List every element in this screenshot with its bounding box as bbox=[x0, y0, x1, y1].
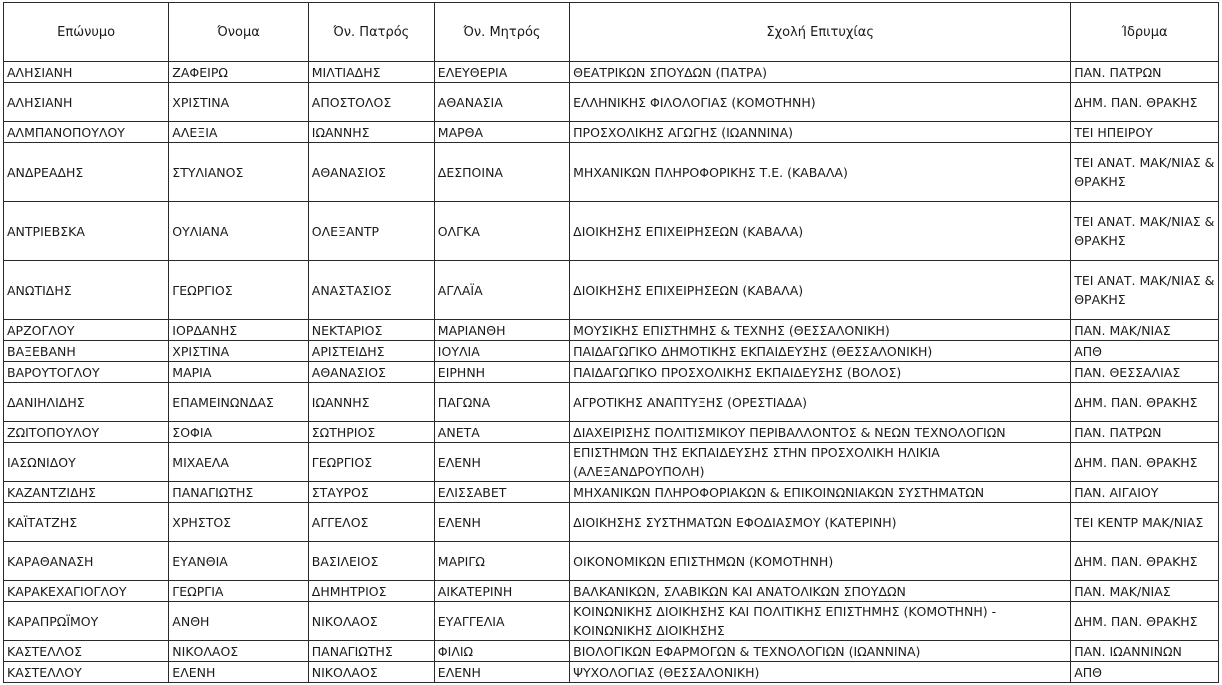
surname-cell: ΚΑΣΤΕΛΛΟΥ bbox=[4, 662, 169, 683]
school-cell: ΨΥΧΟΛΟΓΙΑΣ (ΘΕΣΣΑΛΟΝΙΚΗ) bbox=[570, 662, 1071, 683]
mother-name-cell: ΑΙΚΑΤΕΡΙΝΗ bbox=[434, 581, 569, 602]
results-table bbox=[3, 2, 1219, 683]
first-name-cell: ΙΟΡΔΑΝΗΣ bbox=[169, 320, 308, 341]
surname-cell: ΚΑΣΤΕΛΛΟΣ bbox=[4, 641, 169, 662]
school-cell: ΚΟΙΝΩΝΙΚΗΣ ΔΙΟΙΚΗΣΗΣ ΚΑΙ ΠΟΛΙΤΙΚΗΣ ΕΠΙΣΤΗΜΗΣ (ΚΟΜΟΤΗΝΗ) - ΚΟΙΝΩΝΙΚΗΣ ΔΙΟΙΚΗΣΗΣ bbox=[570, 602, 1071, 641]
institution-cell: ΔΗΜ. ΠΑΝ. ΘΡΑΚΗΣ bbox=[1071, 383, 1219, 422]
table-row bbox=[4, 482, 1219, 503]
first-name-cell: ΓΕΩΡΓΙΑ bbox=[169, 581, 308, 602]
table-row bbox=[4, 261, 1219, 320]
table-row bbox=[4, 320, 1219, 341]
father-name-cell: ΝΙΚΟΛΑΟΣ bbox=[308, 602, 434, 641]
school-cell: ΜΗΧΑΝΙΚΩΝ ΠΛΗΡΟΦΟΡΙΑΚΩΝ & ΕΠΙΚΟΙΝΩΝΙΑΚΩΝ ΣΥΣΤΗΜΑΤΩΝ bbox=[570, 482, 1071, 503]
institution-cell: ΔΗΜ. ΠΑΝ. ΘΡΑΚΗΣ bbox=[1071, 602, 1219, 641]
father-name-cell: ΑΘΑΝΑΣΙΟΣ bbox=[308, 143, 434, 202]
first-name-cell: ΝΙΚΟΛΑΟΣ bbox=[169, 641, 308, 662]
father-name-cell: ΝΙΚΟΛΑΟΣ bbox=[308, 662, 434, 683]
mother-name-cell: ΜΑΡΘΑ bbox=[434, 122, 569, 143]
school-cell: ΒΙΟΛΟΓΙΚΩΝ ΕΦΑΡΜΟΓΩΝ & ΤΕΧΝΟΛΟΓΙΩΝ (ΙΩΑΝΝΙΝΑ) bbox=[570, 641, 1071, 662]
mother-name-cell: ΜΑΡΙΓΩ bbox=[434, 542, 569, 581]
surname-cell: ΑΝΔΡΕΑΔΗΣ bbox=[4, 143, 169, 202]
first-name-cell: ΖΑΦΕΙΡΩ bbox=[169, 62, 308, 83]
school-cell: ΕΛΛΗΝΙΚΗΣ ΦΙΛΟΛΟΓΙΑΣ (ΚΟΜΟΤΗΝΗ) bbox=[570, 83, 1071, 122]
table-row bbox=[4, 542, 1219, 581]
surname-cell: ΙΑΣΩΝΙΔΟΥ bbox=[4, 443, 169, 482]
first-name-cell: ΑΛΕΞΙΑ bbox=[169, 122, 308, 143]
table-row bbox=[4, 602, 1219, 641]
institution-cell: ΑΠΘ bbox=[1071, 341, 1219, 362]
father-name-cell: ΔΗΜΗΤΡΙΟΣ bbox=[308, 581, 434, 602]
first-name-cell: ΧΡΗΣΤΟΣ bbox=[169, 503, 308, 542]
mother-name-cell: ΑΘΑΝΑΣΙΑ bbox=[434, 83, 569, 122]
table-row bbox=[4, 641, 1219, 662]
surname-cell: ΔΑΝΙΗΛΙΔΗΣ bbox=[4, 383, 169, 422]
institution-cell: ΠΑΝ. ΜΑΚ/ΝΙΑΣ bbox=[1071, 581, 1219, 602]
mother-name-cell: ΕΛΕΝΗ bbox=[434, 662, 569, 683]
first-name-cell: ΜΑΡΙΑ bbox=[169, 362, 308, 383]
father-name-cell: ΑΓΓΕΛΟΣ bbox=[308, 503, 434, 542]
school-cell: ΔΙΟΙΚΗΣΗΣ ΕΠΙΧΕΙΡΗΣΕΩΝ (ΚΑΒΑΛΑ) bbox=[570, 202, 1071, 261]
institution-cell: ΤΕΙ ΑΝΑΤ. ΜΑΚ/ΝΙΑΣ & ΘΡΑΚΗΣ bbox=[1071, 202, 1219, 261]
father-name-cell: ΝΕΚΤΑΡΙΟΣ bbox=[308, 320, 434, 341]
first-name-cell: ΕΠΑΜΕΙΝΩΝΔΑΣ bbox=[169, 383, 308, 422]
institution-cell: ΠΑΝ. ΠΑΤΡΩΝ bbox=[1071, 422, 1219, 443]
first-name-cell: ΣΤΥΛΙΑΝΟΣ bbox=[169, 143, 308, 202]
school-cell: ΒΑΛΚΑΝΙΚΩΝ, ΣΛΑΒΙΚΩΝ ΚΑΙ ΑΝΑΤΟΛΙΚΩΝ ΣΠΟΥΔΩΝ bbox=[570, 581, 1071, 602]
father-name-cell: ΣΩΤΗΡΙΟΣ bbox=[308, 422, 434, 443]
school-cell: ΜΗΧΑΝΙΚΩΝ ΠΛΗΡΟΦΟΡΙΚΗΣ Τ.Ε. (ΚΑΒΑΛΑ) bbox=[570, 143, 1071, 202]
school-cell: ΑΓΡΟΤΙΚΗΣ ΑΝΑΠΤΥΞΗΣ (ΟΡΕΣΤΙΑΔΑ) bbox=[570, 383, 1071, 422]
first-name-cell: ΕΛΕΝΗ bbox=[169, 662, 308, 683]
school-cell: ΠΑΙΔΑΓΩΓΙΚΟ ΔΗΜΟΤΙΚΗΣ ΕΚΠΑΙΔΕΥΣΗΣ (ΘΕΣΣΑΛΟΝΙΚΗ) bbox=[570, 341, 1071, 362]
table-row bbox=[4, 362, 1219, 383]
table-row bbox=[4, 143, 1219, 202]
father-name-cell: ΑΠΟΣΤΟΛΟΣ bbox=[308, 83, 434, 122]
mother-name-cell: ΜΑΡΙΑΝΘΗ bbox=[434, 320, 569, 341]
institution-cell: ΔΗΜ. ΠΑΝ. ΘΡΑΚΗΣ bbox=[1071, 542, 1219, 581]
header-mother-name: Όν. Μητρός bbox=[434, 3, 569, 62]
father-name-cell: ΓΕΩΡΓΙΟΣ bbox=[308, 443, 434, 482]
institution-cell: ΤΕΙ ΑΝΑΤ. ΜΑΚ/ΝΙΑΣ & ΘΡΑΚΗΣ bbox=[1071, 143, 1219, 202]
institution-cell: ΠΑΝ. ΠΑΤΡΩΝ bbox=[1071, 62, 1219, 83]
surname-cell: ΒΑΡΟΥΤΟΓΛΟΥ bbox=[4, 362, 169, 383]
mother-name-cell: ΑΓΛΑΪΑ bbox=[434, 261, 569, 320]
school-cell: ΔΙΑΧΕΙΡΙΣΗΣ ΠΟΛΙΤΙΣΜΙΚΟΥ ΠΕΡΙΒΑΛΛΟΝΤΟΣ & ΝΕΩΝ ΤΕΧΝΟΛΟΓΙΩΝ bbox=[570, 422, 1071, 443]
mother-name-cell: ΑΝΕΤΑ bbox=[434, 422, 569, 443]
surname-cell: ΚΑΡΑΚΕΧΑΓΙΟΓΛΟΥ bbox=[4, 581, 169, 602]
mother-name-cell: ΕΛΙΣΣΑΒΕΤ bbox=[434, 482, 569, 503]
first-name-cell: ΕΥΑΝΘΙΑ bbox=[169, 542, 308, 581]
father-name-cell: ΣΤΑΥΡΟΣ bbox=[308, 482, 434, 503]
first-name-cell: ΧΡΙΣΤΙΝΑ bbox=[169, 83, 308, 122]
mother-name-cell: ΔΕΣΠΟΙΝΑ bbox=[434, 143, 569, 202]
first-name-cell: ΑΝΘΗ bbox=[169, 602, 308, 641]
father-name-cell: ΙΩΑΝΝΗΣ bbox=[308, 383, 434, 422]
institution-cell: ΠΑΝ. ΘΕΣΣΑΛΙΑΣ bbox=[1071, 362, 1219, 383]
surname-cell: ΚΑΡΑΠΡΩΪΜΟΥ bbox=[4, 602, 169, 641]
school-cell: ΟΙΚΟΝΟΜΙΚΩΝ ΕΠΙΣΤΗΜΩΝ (ΚΟΜΟΤΗΝΗ) bbox=[570, 542, 1071, 581]
table-row bbox=[4, 422, 1219, 443]
header-school: Σχολή Επιτυχίας bbox=[570, 3, 1071, 62]
mother-name-cell: ΕΛΕΝΗ bbox=[434, 503, 569, 542]
mother-name-cell: ΕΙΡΗΝΗ bbox=[434, 362, 569, 383]
first-name-cell: ΠΑΝΑΓΙΩΤΗΣ bbox=[169, 482, 308, 503]
institution-cell: ΔΗΜ. ΠΑΝ. ΘΡΑΚΗΣ bbox=[1071, 83, 1219, 122]
institution-cell: ΠΑΝ. ΙΩΑΝΝΙΝΩΝ bbox=[1071, 641, 1219, 662]
institution-cell: ΑΠΘ bbox=[1071, 662, 1219, 683]
surname-cell: ΚΑΡΑΘΑΝΑΣΗ bbox=[4, 542, 169, 581]
mother-name-cell: ΕΛΕΝΗ bbox=[434, 443, 569, 482]
header-institution: Ίδρυμα bbox=[1071, 3, 1219, 62]
father-name-cell: ΑΘΑΝΑΣΙΟΣ bbox=[308, 362, 434, 383]
header-first-name: Όνομα bbox=[169, 3, 308, 62]
institution-cell: ΤΕΙ ΚΕΝΤΡ ΜΑΚ/ΝΙΑΣ bbox=[1071, 503, 1219, 542]
school-cell: ΠΡΟΣΧΟΛΙΚΗΣ ΑΓΩΓΗΣ (ΙΩΑΝΝΙΝΑ) bbox=[570, 122, 1071, 143]
header-father-name: Όν. Πατρός bbox=[308, 3, 434, 62]
table-row bbox=[4, 122, 1219, 143]
institution-cell: ΤΕΙ ΗΠΕΙΡΟΥ bbox=[1071, 122, 1219, 143]
father-name-cell: ΠΑΝΑΓΙΩΤΗΣ bbox=[308, 641, 434, 662]
mother-name-cell: ΕΥΑΓΓΕΛΙΑ bbox=[434, 602, 569, 641]
father-name-cell: ΒΑΣΙΛΕΙΟΣ bbox=[308, 542, 434, 581]
table-row bbox=[4, 383, 1219, 422]
mother-name-cell: ΟΛΓΚΑ bbox=[434, 202, 569, 261]
father-name-cell: ΙΩΑΝΝΗΣ bbox=[308, 122, 434, 143]
mother-name-cell: ΦΙΛΙΩ bbox=[434, 641, 569, 662]
mother-name-cell: ΠΑΓΩΝΑ bbox=[434, 383, 569, 422]
first-name-cell: ΣΟΦΙΑ bbox=[169, 422, 308, 443]
first-name-cell: ΧΡΙΣΤΙΝΑ bbox=[169, 341, 308, 362]
header-surname: Επώνυμο bbox=[4, 3, 169, 62]
table-row bbox=[4, 83, 1219, 122]
surname-cell: ΑΛΜΠΑΝΟΠΟΥΛΟΥ bbox=[4, 122, 169, 143]
header-row bbox=[4, 3, 1219, 62]
surname-cell: ΚΑΖΑΝΤΖΙΔΗΣ bbox=[4, 482, 169, 503]
table-row bbox=[4, 503, 1219, 542]
surname-cell: ΑΝΩΤΙΔΗΣ bbox=[4, 261, 169, 320]
school-cell: ΘΕΑΤΡΙΚΩΝ ΣΠΟΥΔΩΝ (ΠΑΤΡΑ) bbox=[570, 62, 1071, 83]
surname-cell: ΑΝΤΡΙΕΒΣΚΑ bbox=[4, 202, 169, 261]
table-row bbox=[4, 202, 1219, 261]
table-row bbox=[4, 62, 1219, 83]
institution-cell: ΔΗΜ. ΠΑΝ. ΘΡΑΚΗΣ bbox=[1071, 443, 1219, 482]
surname-cell: ΑΛΗΣΙΑΝΗ bbox=[4, 83, 169, 122]
institution-cell: ΠΑΝ. ΑΙΓΑΙΟΥ bbox=[1071, 482, 1219, 503]
first-name-cell: ΟΥΛΙΑΝΑ bbox=[169, 202, 308, 261]
table-row bbox=[4, 581, 1219, 602]
surname-cell: ΚΑΪΤΑΤΖΗΣ bbox=[4, 503, 169, 542]
first-name-cell: ΜΙΧΑΕΛΑ bbox=[169, 443, 308, 482]
surname-cell: ΑΡΖΟΓΛΟΥ bbox=[4, 320, 169, 341]
school-cell: ΔΙΟΙΚΗΣΗΣ ΣΥΣΤΗΜΑΤΩΝ ΕΦΟΔΙΑΣΜΟΥ (ΚΑΤΕΡΙΝΗ) bbox=[570, 503, 1071, 542]
institution-cell: ΠΑΝ. ΜΑΚ/ΝΙΑΣ bbox=[1071, 320, 1219, 341]
mother-name-cell: ΙΟΥΛΙΑ bbox=[434, 341, 569, 362]
table-row bbox=[4, 662, 1219, 683]
school-cell: ΜΟΥΣΙΚΗΣ ΕΠΙΣΤΗΜΗΣ & ΤΕΧΝΗΣ (ΘΕΣΣΑΛΟΝΙΚΗ) bbox=[570, 320, 1071, 341]
school-cell: ΕΠΙΣΤΗΜΩΝ ΤΗΣ ΕΚΠΑΙΔΕΥΣΗΣ ΣΤΗΝ ΠΡΟΣΧΟΛΙΚΗ ΗΛΙΚΙΑ (ΑΛΕΞΑΝΔΡΟΥΠΟΛΗ) bbox=[570, 443, 1071, 482]
surname-cell: ΒΑΞΕΒΑΝΗ bbox=[4, 341, 169, 362]
institution-cell: ΤΕΙ ΑΝΑΤ. ΜΑΚ/ΝΙΑΣ & ΘΡΑΚΗΣ bbox=[1071, 261, 1219, 320]
father-name-cell: ΑΡΙΣΤΕΙΔΗΣ bbox=[308, 341, 434, 362]
school-cell: ΠΑΙΔΑΓΩΓΙΚΟ ΠΡΟΣΧΟΛΙΚΗΣ ΕΚΠΑΙΔΕΥΣΗΣ (ΒΟΛΟΣ) bbox=[570, 362, 1071, 383]
father-name-cell: ΟΛΕΞΑΝΤΡ bbox=[308, 202, 434, 261]
father-name-cell: ΜΙΛΤΙΑΔΗΣ bbox=[308, 62, 434, 83]
mother-name-cell: ΕΛΕΥΘΕΡΙΑ bbox=[434, 62, 569, 83]
first-name-cell: ΓΕΩΡΓΙΟΣ bbox=[169, 261, 308, 320]
surname-cell: ΑΛΗΣΙΑΝΗ bbox=[4, 62, 169, 83]
school-cell: ΔΙΟΙΚΗΣΗΣ ΕΠΙΧΕΙΡΗΣΕΩΝ (ΚΑΒΑΛΑ) bbox=[570, 261, 1071, 320]
surname-cell: ΖΩΙΤΟΠΟΥΛΟΥ bbox=[4, 422, 169, 443]
father-name-cell: ΑΝΑΣΤΑΣΙΟΣ bbox=[308, 261, 434, 320]
table-row bbox=[4, 341, 1219, 362]
table-row bbox=[4, 443, 1219, 482]
